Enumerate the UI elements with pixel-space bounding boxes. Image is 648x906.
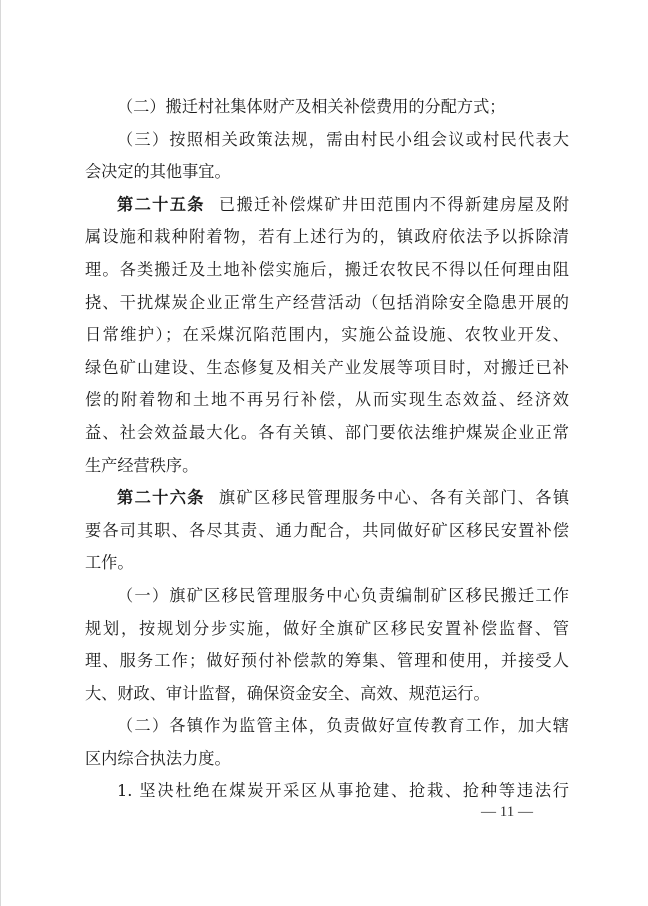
line-text: 理。各类搬迁及土地补偿实施后，搬迁农牧民不得以任何理由阻 bbox=[85, 259, 569, 279]
line-text: 已搬迁补偿煤矿井田范围内不得新建房屋及附 bbox=[218, 194, 569, 214]
line-text: 区内综合执法力度。 bbox=[85, 748, 231, 768]
text-line bbox=[85, 580, 569, 613]
article-heading: 第二十五条 bbox=[117, 194, 205, 214]
text-line bbox=[85, 482, 569, 515]
text-line bbox=[85, 384, 569, 417]
article-paragraph bbox=[85, 482, 569, 580]
line-text: （二）搬迁村社集体财产及相关补偿费用的分配方式； bbox=[117, 97, 506, 116]
paragraph bbox=[85, 580, 569, 710]
line-text: 工作。 bbox=[85, 553, 134, 573]
line-text: （二）各镇作为监管主体，负责做好宣传教育工作，加大辖 bbox=[117, 716, 569, 736]
text-line bbox=[85, 189, 569, 222]
document-body bbox=[85, 91, 569, 808]
line-text: 绿色矿山建设、生态修复及相关产业发展等项目时，对搬迁已补 bbox=[85, 357, 569, 377]
text-line bbox=[85, 678, 569, 711]
line-text: 偿的附着物和土地不再另行补偿，从而实现生态效益、经济效 bbox=[85, 390, 569, 410]
line-text: 规划，按规划分步实施，做好全旗矿区移民安置补偿监督、管 bbox=[85, 618, 569, 638]
article-paragraph bbox=[85, 189, 569, 482]
paragraph bbox=[85, 710, 569, 775]
text-line bbox=[85, 221, 569, 254]
text-line bbox=[85, 254, 569, 287]
paragraph bbox=[85, 91, 569, 124]
text-line bbox=[85, 710, 569, 743]
text-line bbox=[85, 156, 569, 189]
line-text: 属设施和栽种附着物，若有上述行为的，镇政府依法予以拆除清 bbox=[85, 227, 569, 247]
line-text: 日常维护）；在采煤沉陷范围内，实施公益设施、农牧业开发、 bbox=[85, 325, 569, 345]
line-text: （三）按照相关政策法规，需由村民小组会议或村民代表大 bbox=[117, 129, 569, 149]
text-line bbox=[85, 450, 569, 483]
text-line bbox=[85, 515, 569, 548]
line-text: 理、服务工作；做好预付补偿款的筹集、管理和使用，并接受人 bbox=[85, 651, 569, 671]
line-text: 1. 坚决杜绝在煤炭开采区从事抢建、抢栽、抢种等违法行 bbox=[117, 781, 569, 801]
page-number: — 11 — bbox=[481, 804, 533, 820]
text-line bbox=[85, 417, 569, 450]
text-line bbox=[85, 319, 569, 352]
line-text: 益、社会效益最大化。各有关镇、部门要依法维护煤炭企业正常 bbox=[85, 422, 569, 442]
line-text: 旗矿区移民管理服务中心、各有关部门、各镇 bbox=[218, 488, 569, 508]
line-text: 大、财政、审计监督，确保资金安全、高效、规范运行。 bbox=[85, 683, 490, 703]
text-line bbox=[85, 124, 569, 157]
text-line bbox=[85, 287, 569, 320]
text-line bbox=[85, 547, 569, 580]
line-text: （一）旗矿区移民管理服务中心负责编制矿区移民搬迁工作 bbox=[117, 585, 569, 605]
page-edge bbox=[0, 0, 1, 906]
paragraph bbox=[85, 124, 569, 189]
text-line bbox=[85, 743, 569, 776]
text-line bbox=[85, 352, 569, 385]
article-heading: 第二十六条 bbox=[117, 488, 205, 508]
line-text: 生产经营秩序。 bbox=[85, 455, 199, 475]
text-line bbox=[85, 91, 569, 124]
line-text: 会决定的其他事宜。 bbox=[85, 162, 231, 182]
text-line bbox=[85, 645, 569, 678]
text-line bbox=[85, 613, 569, 646]
line-text: 要各司其职、各尽其责、通力配合，共同做好矿区移民安置补偿 bbox=[85, 520, 569, 540]
line-text: 挠、干扰煤炭企业正常生产经营活动（包括消除安全隐患开展的 bbox=[85, 292, 569, 312]
